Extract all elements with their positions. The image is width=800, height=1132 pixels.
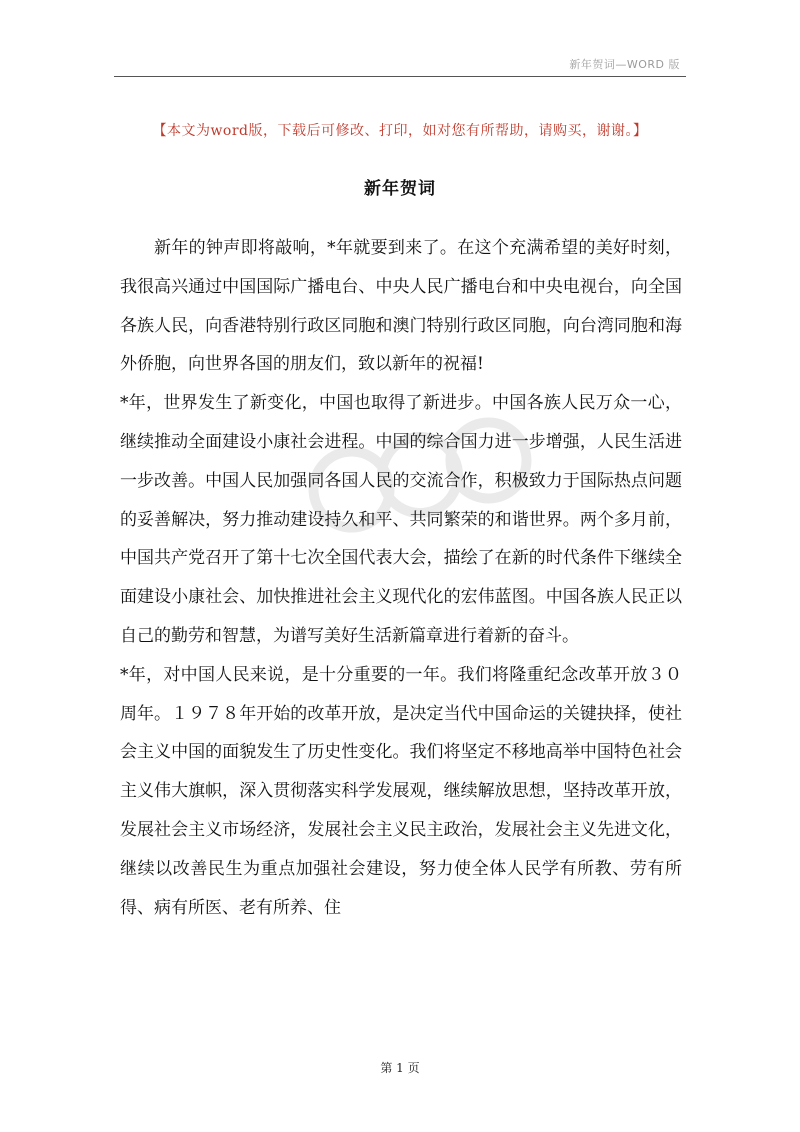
- paragraph: 新年的钟声即将敲响，*年就要到来了。在这个充满希望的美好时刻，我很高兴通过中国国际广播电台、中央人民广播电台和中央电视台，向全国各族人民，向香港特别行政区同胞和澳门特别行政区同胞，向台湾同胞和海外侨胞，向世界各国的朋友们，致以新年的祝福!: [120, 238, 682, 375]
- running-header: 新年贺词—WORD 版: [569, 58, 680, 71]
- purchase-notice: 【本文为word版，下载后可修改、打印，如对您有所帮助，请购买，谢谢。】: [152, 123, 648, 139]
- header-divider: [114, 76, 686, 77]
- paragraph: *年，世界发生了新变化，中国也取得了新进步。中国各族人民万众一心，继续推动全面建设小康社会进程。中国的综合国力进一步增强，人民生活进一步改善。中国人民加强同各国人民的交流合作，积极致力于国际热点问题的妥善解决，努力推动建设持久和平、共同繁荣的和谐世界。两个多月前，中国共产党召开了第十七次全国代表大会，描绘了在新的时代条件下继续全面建设小康社会、加快推进社会主义现代化的宏伟蓝图。中国各族人民正以自己的勤劳和智慧，为谱写美好生活新篇章进行着新的奋斗。: [120, 393, 682, 646]
- document-body: [120, 229, 682, 927]
- document-title: 新年贺词: [364, 179, 436, 199]
- page-number: 第 1 页: [380, 1061, 420, 1075]
- paragraph: *年，对中国人民来说，是十分重要的一年。我们将隆重纪念改革开放３０周年。１９７８年开始的改革开放，是决定当代中国命运的关键抉择，使社会主义中国的面貌发生了历史性变化。我们将坚定不移地高举中国特色社会主义伟大旗帜，深入贯彻落实科学发展观，继续解放思想，坚持改革开放，发展社会主义市场经济，发展社会主义民主政治，发展社会主义先进文化，继续以改善民生为重点加强社会建设，努力使全体人民学有所教、劳有所得、病有所医、老有所养、住: [120, 664, 682, 918]
